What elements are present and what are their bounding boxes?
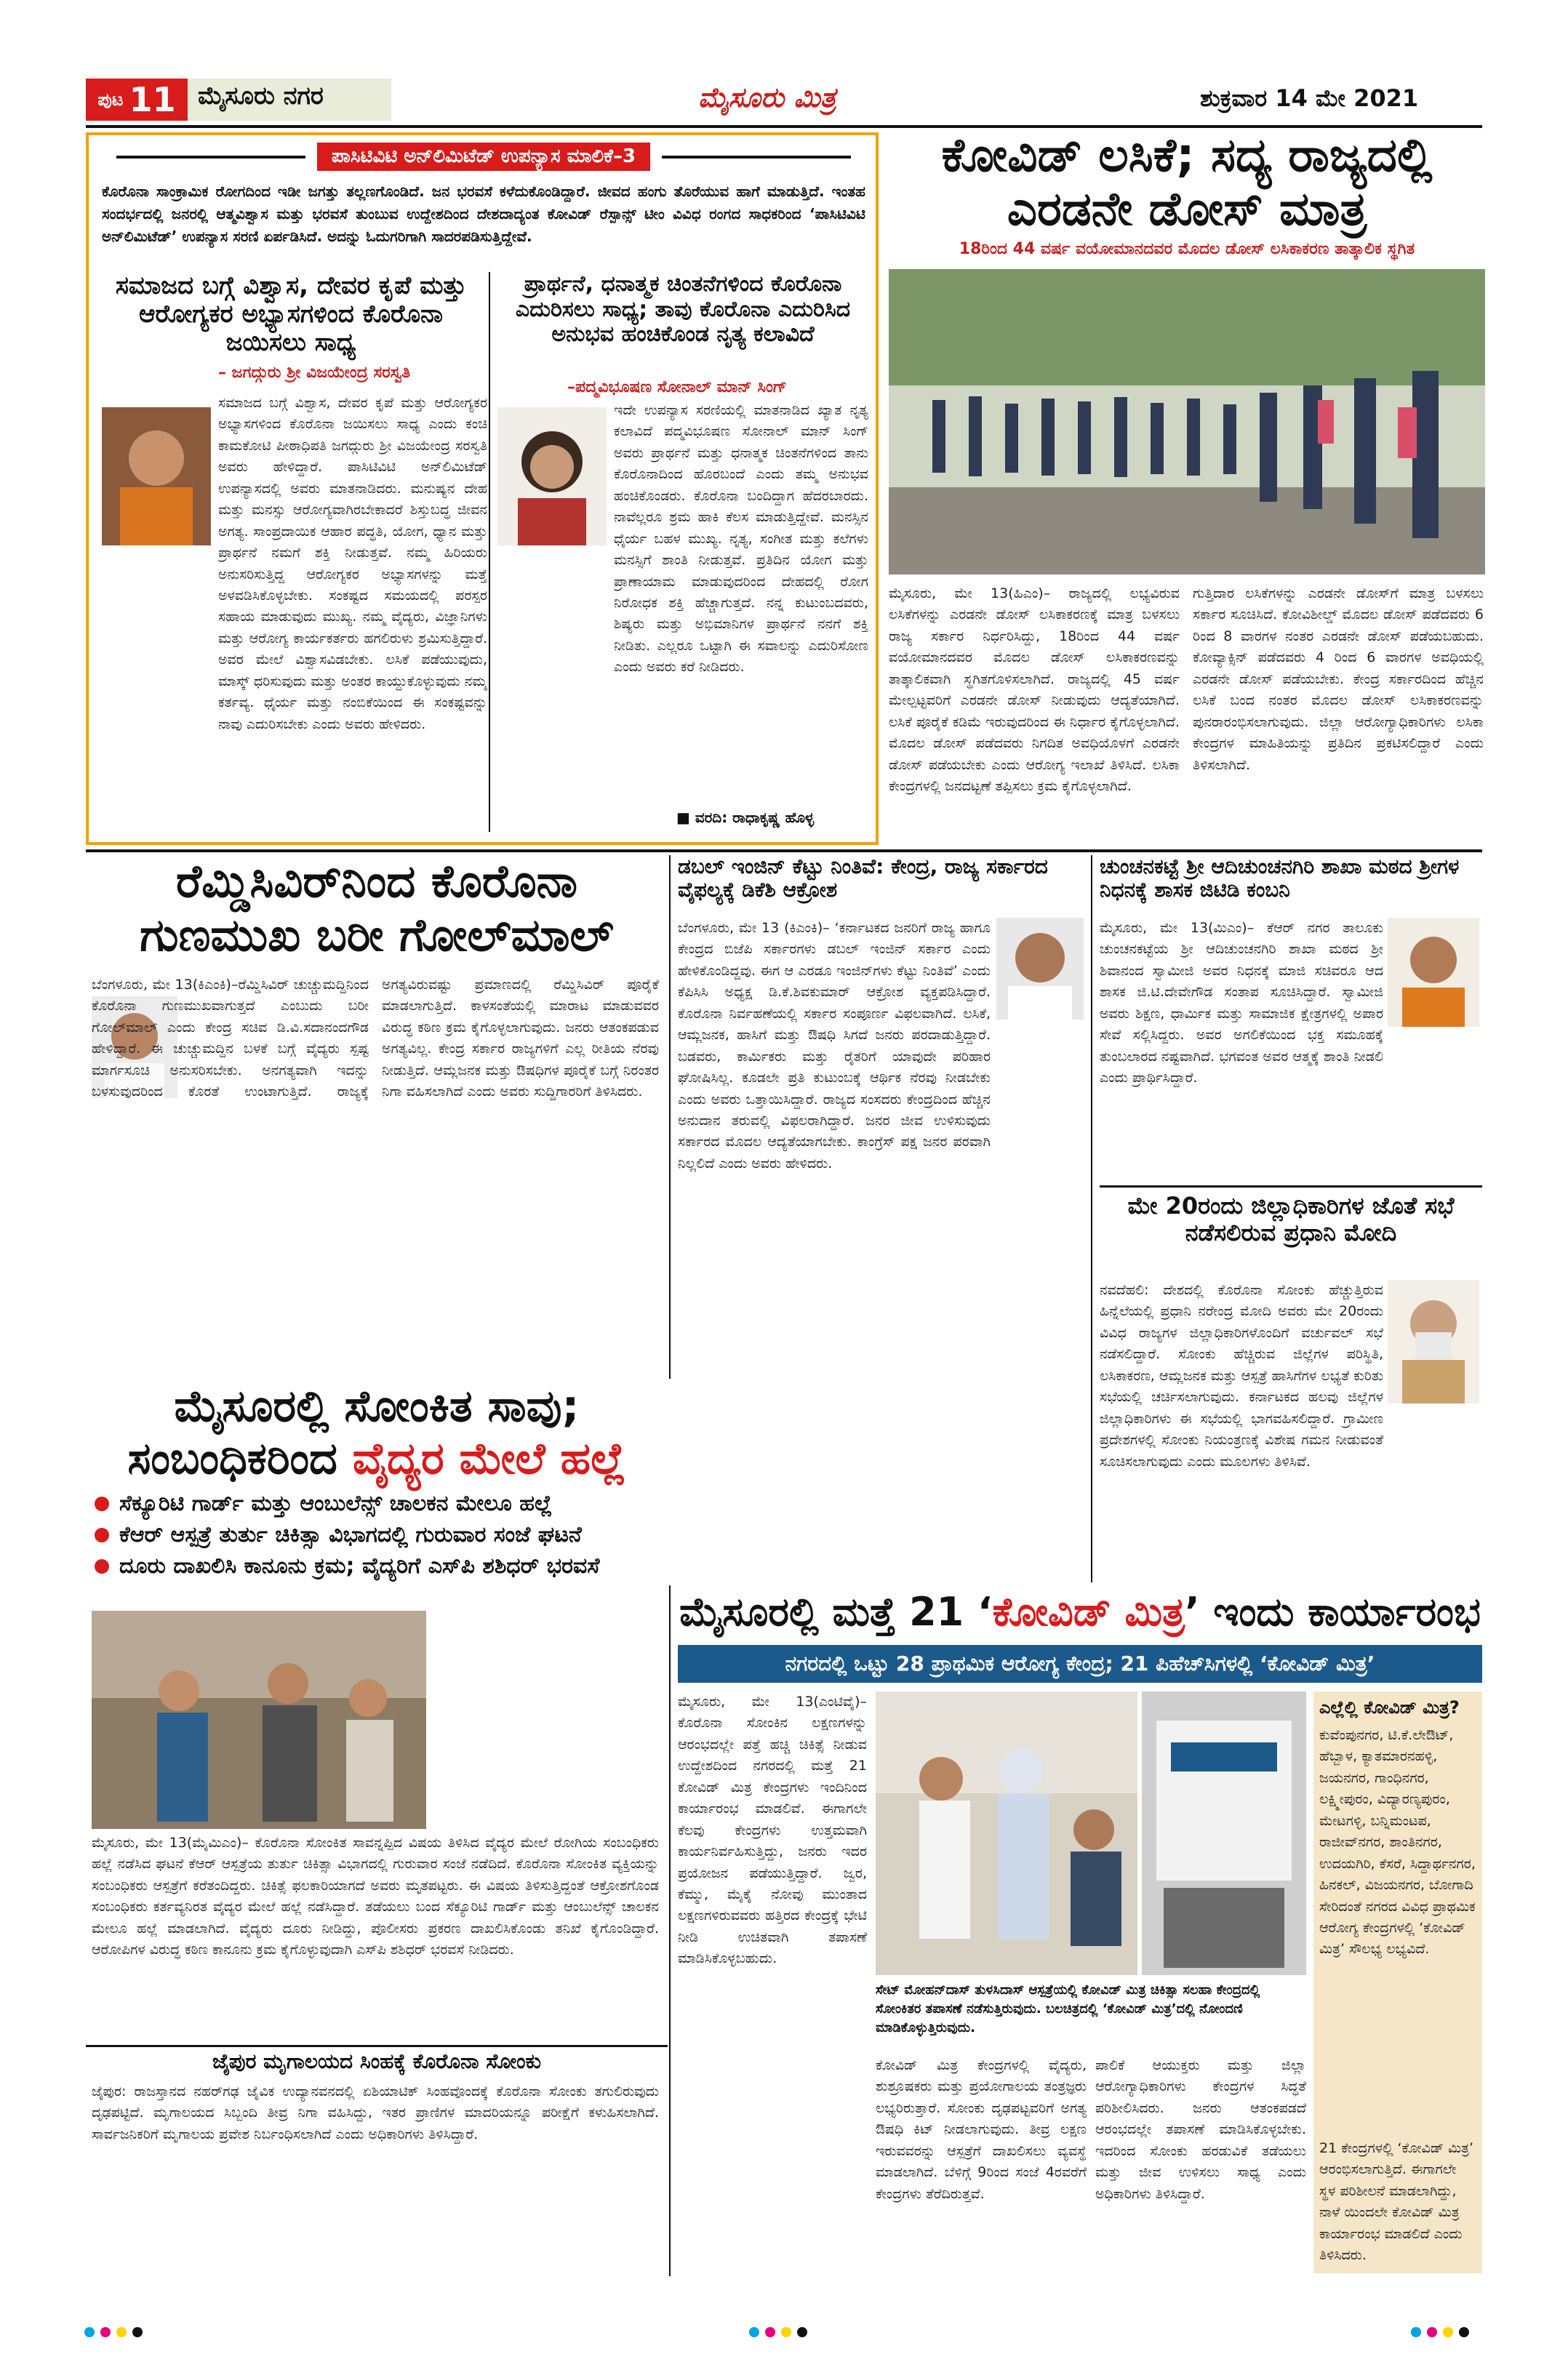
series-intro: ಕೊರೊನಾ ಸಾಂಕ್ರಾಮಿಕ ರೋಗದಿಂದ ಇಡೀ ಜಗತ್ತು ತಲ್ಲಣಗೊಂಡಿದೆ. ಜನ ಭರವಸೆ ಕಳೆದುಕೊಂಡಿದ್ದಾರೆ. ಜೀವದ ಹಂಗು ತೊರೆಯುವ ಹಾಗೆ ಮಾಡುತ್ತಿದೆ. ಇಂತಹ ಸಂದರ್ಭದಲ್ಲಿ ಜನರಲ್ಲಿ ಆತ್ಮವಿಶ್ವಾಸ ಮತ್ತು ಭರವಸೆ ತುಂಬುವ ಉದ್ದೇಶದಿಂದ ದೇಶದಾದ್ಯಂತ ಕೋವಿಡ್ ರೆಸ್ಪಾನ್ಸ್ ಟೀಂ ವಿವಿಧ ರಂಗದ ಸಾಧಕರಿಂದ ‘ಪಾಸಿಟಿವಿಟಿ ಅನ್‌ಲಿಮಿಟೆಡ್’ ಉಪನ್ಯಾಸ ಸರಣಿ ಏರ್ಪಡಿಸಿದೆ. ಅದನ್ನು ಓದುಗರಿಗಾಗಿ ಸಾದರಪಡಿಸುತ್ತಿದ್ದೇವೆ. xyxy=(102,183,865,245)
series-right-byline: –ಪದ್ಮವಿಭೂಷಣ ಸೋನಾಲ್ ಮಾನ್ ಸಿಂಗ್ xyxy=(567,378,787,396)
zoo-body: ಜೈಪುರ: ರಾಜಸ್ತಾನದ ನಹರ್‌ಗಢ ಜೈವಿಕ ಉದ್ಯಾನವನದಲ್ಲಿ ಏಶಿಯಾಟಿಕ್ ಸಿಂಹವೊಂದಕ್ಕೆ ಕೊರೊನಾ ಸೋಂಕು ತಗುಲಿರುವುದು ದೃಢಪಟ್ಟಿದೆ. ಮೃಗಾಲಯದ ಸಿಬ್ಬಂದಿ ತೀವ್ರ ನಿಗಾ ವಹಿಸಿದ್ದು, ಇತರ ಪ್ರಾಣಿಗಳ ಮಾದರಿಯನ್ನೂ ಪರೀಕ್ಷೆಗೆ ಕಳುಹಿಸಲಾಗಿದೆ. ಸಾರ್ವಜನಿಕರಿಗೆ ಮೃಗಾಲಯ ಪ್ರವೇಶ ನಿರ್ಬಂಧಿಸಲಾಗಿದೆ ಎಂದು ಅಧಿಕಾರಿಗಳು ತಿಳಿಸಿದ್ದಾರೆ. xyxy=(92,2083,659,2142)
bullet-dot-icon xyxy=(95,1528,109,1542)
series-left-byline: – ಜಗದ್ಗುರು ಶ್ರೀ ವಿಜಯೇಂದ್ರ ಸರಸ್ವತಿ xyxy=(218,364,411,382)
covid-mitra-sidebar-foot: 21 ಕೇಂದ್ರಗಳಲ್ಲಿ ‘ಕೋವಿಡ್ ಮಿತ್ರ’ ಆರಂಭಿಸಲಾಗುತ್ತಿದೆ. ಈಗಾಗಲೇ ಸ್ಥಳ ಪರಿಶೀಲನೆ ಮಾಡಲಾಗಿದ್ದು, ನಾಳೆ ಯಿಂದಲೇ ಕೋವಿಡ್ ಮಿತ್ರ ಕಾರ್ಯಾರಂಭ ಮಾಡಲಿದೆ ಎಂದು ತಿಳಿಸಿದರು. xyxy=(1319,2140,1474,2264)
attack-bullets xyxy=(95,1491,662,1579)
covid-mitra-caption: ಸೇಟ್ ಮೋಹನ್‌ದಾಸ್ ತುಳಸಿದಾಸ್ ಆಸ್ಪತ್ರೆಯಲ್ಲಿ ಕೋವಿಡ್ ಮಿತ್ರ ಚಿಕಿತ್ಸಾ ಸಲಹಾ ಕೇಂದ್ರದಲ್ಲಿ ಸೋಂಕಿತರ ತಪಾಸಣೆ ನಡೆಸುತ್ತಿರುವುದು. ಬಲಚಿತ್ರದಲ್ಲಿ ‘ಕೋವಿಡ್ ಮಿತ್ರ’ದಲ್ಲಿ ನೋಂದಣಿ ಮಾಡಿಕೊಳ್ಳುತ್ತಿರುವುದು. xyxy=(876,1982,1260,2036)
col-rule-1 xyxy=(669,855,671,1379)
series-divider xyxy=(489,272,490,832)
swamiji-photo xyxy=(102,407,211,545)
paper-logo: ಮೈಸೂರು ಮಿತ್ರ xyxy=(698,81,836,113)
attack-headline-2b: ವೈದ್ಯರ ಮೇಲೆ ಹಲ್ಲೆ xyxy=(352,1433,626,1484)
series-right-body: ಇದೇ ಉಪನ್ಯಾಸ ಸರಣಿಯಲ್ಲಿ ಮಾತನಾಡಿದ ಖ್ಯಾತ ನೃತ್ಯ ಕಲಾವಿದೆ ಪದ್ಮವಿಭೂಷಣ ಸೋನಾಲ್ ಮಾನ್ ಸಿಂಗ್ ಅವರು ಪ್ರಾರ್ಥನೆ ಮತ್ತು ಧನಾತ್ಮಕ ಚಿಂತನೆಗಳಿಂದ ತಾನು ಕೊರೊನಾದಿಂದ ಹೊರಬಂದೆ ಎಂದು ತಮ್ಮ ಅನುಭವ ಹಂಚಿಕೊಂಡರು. ಕೊರೊನಾ ಬಂದಿದ್ದಾಗ ಹೆದರಬಾರದು. ನಾವೆಲ್ಲರೂ ಶ್ರಮ ಹಾಕಿ ಕೆಲಸ ಮಾಡುತ್ತಿದ್ದೇವೆ. ಮನಸ್ಸಿನ ಧೈರ್ಯ ಬಹಳ ಮುಖ್ಯ. ನೃತ್ಯ, ಸಂಗೀತ ಮತ್ತು ಕಲೆಗಳು ಮನಸ್ಸಿಗೆ ಶಾಂತಿ ನೀಡುತ್ತವೆ. ಪ್ರತಿದಿನ ಯೋಗ ಮತ್ತು ಪ್ರಾಣಾಯಾಮ ಮಾಡುವುದರಿಂದ ದೇಹದಲ್ಲಿ ರೋಗ ನಿರೋಧಕ ಶಕ್ತಿ ಹೆಚ್ಚಾಗುತ್ತದೆ. ನನ್ನ ಕುಟುಂಬದವರು, ಶಿಷ್ಯರು ಮತ್ತು ಅಭಿಮಾನಿಗಳ ಪ್ರಾರ್ಥನೆ ನನಗೆ ಶಕ್ತಿ ನೀಡಿತು. ಎಲ್ಲರೂ ಒಟ್ಟಾಗಿ ಈ ಸವಾಲನ್ನು ಎದುರಿಸೋಣ ಎಂದು ಅವರು ಕರೆ ನೀಡಿದರು. xyxy=(614,402,868,676)
lead-body-left: ಮೈಸೂರು, ಮೇ 13(ಹಿಎಂ)– ರಾಜ್ಯದಲ್ಲಿ ಲಭ್ಯವಿರುವ ಲಸಿಕೆಗಳನ್ನು ಎರಡನೇ ಡೋಸ್ ಲಸಿಕಾಕರಣಕ್ಕೆ ಮಾತ್ರ ಬಳಸಲು ರಾಜ್ಯ ಸರ್ಕಾರ ನಿರ್ಧರಿಸಿದ್ದು, 18ರಿಂದ 44 ವರ್ಷ ವಯೋಮಾನದವರ ಮೊದಲ ಡೋಸ್ ಲಸಿಕಾಕರಣವನ್ನು ತಾತ್ಕಾಲಿಕವಾಗಿ ಸ್ಥಗಿತಗೊಳಿಸಲಾಗಿದೆ. ರಾಜ್ಯದಲ್ಲಿ 45 ವರ್ಷ ಮೇಲ್ಪಟ್ಟವರಿಗೆ ಎರಡನೇ ಡೋಸ್ ನೀಡುವುದು ಆದ್ಯತೆಯಾಗಿದೆ. ಲಸಿಕೆ ಪೂರೈಕೆ ಕಡಿಮೆ ಇರುವುದರಿಂದ ಈ ನಿರ್ಧಾರ ಕೈಗೊಳ್ಳಲಾಗಿದೆ. ಮೊದಲ ಡೋಸ್ ಪಡೆದವರು ನಿಗದಿತ ಅವಧಿಯೊಳಗೆ ಎರಡನೇ ಡೋಸ್ ಪಡೆಯಬೇಕು ಎಂದು ಆರೋಗ್ಯ ಇಲಾಖೆ ತಿಳಿಸಿದೆ. ಲಸಿಕಾ ಕೇಂದ್ರಗಳಲ್ಲಿ ಜನದಟ್ಟಣೆ ತಪ್ಪಿಸಲು ಕ್ರಮ ಕೈಗೊಳ್ಳಲಾಗಿದೆ. xyxy=(889,585,1180,794)
attack-headline-1: ಮೈಸೂರಲ್ಲಿ ಸೋಂಕಿತ ಸಾವು; xyxy=(174,1381,580,1432)
remdesivir-headline-2: ಗುಣಮುಖ ಬರೀ ಗೋಲ್‌ಮಾಲ್ xyxy=(140,908,614,961)
covid-mitra-body-b: ಕೋವಿಡ್ ಮಿತ್ರ ಕೇಂದ್ರಗಳಲ್ಲಿ ವೈದ್ಯರು, ಶುಶ್ರೂಷಕರು ಮತ್ತು ಪ್ರಯೋಗಾಲಯ ತಂತ್ರಜ್ಞರು ಲಭ್ಯರಿರುತ್ತಾರೆ. ಸೋಂಕು ದೃಢಪಟ್ಟವರಿಗೆ ಅಗತ್ಯ ಔಷಧಿ ಕಿಟ್ ನೀಡಲಾಗುವುದು. ತೀವ್ರ ಲಕ್ಷಣ ಇರುವವರನ್ನು ಆಸ್ಪತ್ರೆಗೆ ದಾಖಲಿಸಲು ವ್ಯವಸ್ಥೆ ಮಾಡಲಾಗಿದೆ. ಬೆಳಿಗ್ಗೆ 9ರಿಂದ ಸಂಜೆ 4ರವರೆಗೆ ಕೇಂದ್ರಗಳು ತೆರೆದಿರುತ್ತವೆ. xyxy=(876,2057,1087,2202)
lead-body-right: ಗುತ್ತಿದಾರ ಲಸಿಕೆಗಳನ್ನು ಎರಡನೇ ಡೋಸ್‌ಗೆ ಮಾತ್ರ ಬಳಸಲು ಸರ್ಕಾರ ಸೂಚಿಸಿದೆ. ಕೋವಿಶೀಲ್ಡ್ ಮೊದಲ ಡೋಸ್ ಪಡೆದವರು 6 ರಿಂದ 8 ವಾರಗಳ ನಂತರ ಎರಡನೇ ಡೋಸ್ ಪಡೆಯಬಹುದು. ಕೋವ್ಯಾಕ್ಸಿನ್ ಪಡೆದವರು 4 ರಿಂದ 6 ವಾರಗಳ ಅವಧಿಯಲ್ಲಿ ಎರಡನೇ ಡೋಸ್ ಪಡೆಯಬೇಕು. ಕೇಂದ್ರ ಸರ್ಕಾರದಿಂದ ಹೆಚ್ಚಿನ ಲಸಿಕೆ ಬಂದ ನಂತರ ಮೊದಲ ಡೋಸ್ ಲಸಿಕಾಕರಣವನ್ನು ಪುನರಾರಂಭಿಸಲಾಗುವುದು. ಜಿಲ್ಲಾ ಆರೋಗ್ಯಾಧಿಕಾರಿಗಳು ಲಸಿಕಾ ಕೇಂದ್ರಗಳ ಮಾಹಿತಿಯನ್ನು ಪ್ರತಿದಿನ ಪ್ರಕಟಿಸಲಿದ್ದಾರೆ ಎಂದು ತಿಳಿಸಲಾಗಿದೆ. xyxy=(1193,585,1484,773)
modi-headline: ಮೇ 20ರಂದು ಜಿಲ್ಲಾಧಿಕಾರಿಗಳ ಜೊತೆ ಸಭೆ ನಡೆಸಲಿರುವ ಪ್ರಧಾನಿ ಮೋದಿ xyxy=(1127,1192,1455,1246)
chunchanakatte-headline: ಚುಂಚನಕಟ್ಟೆ ಶ್ರೀ ಆದಿಚುಂಚನಗಿರಿ ಶಾಖಾ ಮಠದ ಶ್ರೀಗಳ ನಿಧನಕ್ಕೆ ಶಾಸಕ ಜಿಟಿಡಿ ಕಂಬನಿ xyxy=(1100,854,1460,902)
lead-headline-1: ಕೋವಿಡ್ ಲಸಿಕೆ; ಸದ್ಯ ರಾಜ್ಯದಲ್ಲಿ xyxy=(941,129,1433,183)
sonal-mansingh-photo xyxy=(497,407,607,545)
covid-mitra-body-a: ಮೈಸೂರು, ಮೇ 13(ಎಂಟಿವೈ)– ಕೊರೊನಾ ಸೋಂಕಿನ ಲಕ್ಷಣಗಳನ್ನು ಆರಂಭದಲ್ಲೇ ಪತ್ತೆ ಹಚ್ಚಿ ಚಿಕಿತ್ಸೆ ನೀಡುವ ಉದ್ದೇಶದಿಂದ ನಗರದಲ್ಲಿ ಮತ್ತೆ 21 ಕೋವಿಡ್ ಮಿತ್ರ ಕೇಂದ್ರಗಳು ಇಂದಿನಿಂದ ಕಾರ್ಯಾರಂಭ ಮಾಡಲಿವೆ. ಈಗಾಗಲೇ ಕೆಲವು ಕೇಂದ್ರಗಳು ಉತ್ತಮವಾಗಿ ಕಾರ್ಯನಿರ್ವಹಿಸುತ್ತಿದ್ದು, ಜನರು ಇದರ ಪ್ರಯೋಜನ ಪಡೆಯುತ್ತಿದ್ದಾರೆ. ಜ್ವರ, ಕೆಮ್ಮು, ಮೈಕೈ ನೋವು ಮುಂತಾದ ಲಕ್ಷಣಗಳಿರುವವರು ಹತ್ತಿರದ ಕೇಂದ್ರಕ್ಕೆ ಭೇಟಿ ನೀಡಿ ಉಚಿತವಾಗಿ ತಪಾಸಣೆ ಮಾಡಿಸಿಕೊಳ್ಳಬಹುದು. xyxy=(678,1694,867,1967)
zoo-headline: ಜೈಪುರ ಮೃಗಾಲಯದ ಸಿಂಹಕ್ಕೆ ಕೊರೊನಾ ಸೋಂಕು xyxy=(212,2049,542,2073)
registration-marks-center xyxy=(749,2327,807,2337)
remdesivir-headline-1: ರೆಮ್ಡಿಸಿವಿರ್‌ನಿಂದ ಕೊರೊನಾ xyxy=(175,854,578,908)
series-kicker xyxy=(116,143,851,171)
hospital-scuffle-photo xyxy=(92,1611,426,1829)
col-rule-2 xyxy=(1091,855,1092,1582)
dk-headline: ಡಬಲ್ ಇಂಜಿನ್ ಕೆಟ್ಟು ನಿಂತಿವೆ: ಕೇಂದ್ರ, ರಾಜ್ಯ ಸರ್ಕಾರದ ವೈಫಲ್ಯಕ್ಕೆ ಡಿಕೆಶಿ ಆಕ್ರೋಶ xyxy=(678,854,1048,902)
covid-mitra-subhead: ನಗರದಲ್ಲಿ ಒಟ್ಟು 28 ಪ್ರಾಥಮಿಕ ಆರೋಗ್ಯ ಕೇಂದ್ರ; 21 ಪಿಹೆಚ್‌ಸಿಗಳಲ್ಲಿ ‘ಕೋವಿಡ್ ಮಿತ್ರ’ xyxy=(678,1645,1482,1683)
col-rule-3 xyxy=(669,1585,671,2276)
top-section-rule xyxy=(86,849,1482,852)
covid-mitra-sidebar-title: ಎಲ್ಲೆಲ್ಲಿ ಕೋವಿಡ್ ಮಿತ್ರ? xyxy=(1319,1697,1460,1718)
dk-shivakumar-photo xyxy=(996,918,1084,1020)
modi-body: ನವದೆಹಲಿ: ದೇಶದಲ್ಲಿ ಕೊರೊನಾ ಸೋಂಕು ಹೆಚ್ಚುತ್ತಿರುವ ಹಿನ್ನೆಲೆಯಲ್ಲಿ ಪ್ರಧಾನಿ ನರೇಂದ್ರ ಮೋದಿ ಅವರು ಮೇ 20ರಂದು ವಿವಿಧ ರಾಜ್ಯಗಳ ಜಿಲ್ಲಾಧಿಕಾರಿಗಳೊಂದಿಗೆ ವರ್ಚುವಲ್ ಸಭೆ ನಡೆಸಲಿದ್ದಾರೆ. ಸೋಂಕು ಹೆಚ್ಚಿರುವ ಜಿಲ್ಲೆಗಳ ಪರಿಸ್ಥಿತಿ, ಲಸಿಕಾಕರಣ, ಆಮ್ಲಜನಕ ಮತ್ತು ಆಸ್ಪತ್ರೆ ಹಾಸಿಗೆಗಳ ಲಭ್ಯತೆ ಕುರಿತು ಸಭೆಯಲ್ಲಿ ಚರ್ಚಿಸಲಾಗುವುದು. ಕರ್ನಾಟಕದ ಹಲವು ಜಿಲ್ಲೆಗಳ ಜಿಲ್ಲಾಧಿಕಾರಿಗಳು ಈ ಸಭೆಯಲ್ಲಿ ಭಾಗವಹಿಸಲಿದ್ದಾರೆ. ಗ್ರಾಮೀಣ ಪ್ರದೇಶಗಳಲ್ಲಿ ಸೋಂಕು ನಿಯಂತ್ರಣಕ್ಕೆ ವಿಶೇಷ ಗಮನ ನೀಡುವಂತೆ ಸೂಚಿಸಲಾಗುವುದು ಎಂದು ಮೂಲಗಳು ತಿಳಿಸಿವೆ. xyxy=(1100,1282,1383,1470)
chunchanakatte-rule xyxy=(1100,1185,1482,1188)
series-kicker-text: ಪಾಸಿಟಿವಿಟಿ ಅನ್‌ಲಿಮಿಟೆಡ್ ಉಪನ್ಯಾಸ ಮಾಲಿಕೆ–3 xyxy=(317,143,650,171)
attack-headline-2a: ಸಂಬಂಧಿಕರಿಂದ xyxy=(127,1433,353,1484)
page-number-box xyxy=(86,79,188,121)
registration-marks-right xyxy=(1411,2327,1469,2337)
bullet-dot-icon xyxy=(95,1497,109,1511)
series-right-credit: ■ ವರದಿ: ರಾಧಾಕೃಷ್ಣ ಹೊಳ್ಳ xyxy=(676,809,815,826)
covid-mitra-sidebar-body: ಕುವೆಂಪುನಗರ, ಟಿ.ಕೆ.ಲೇಔಟ್, ಹೆಬ್ಬಾಳ, ಕ್ಯಾತಮಾರನಹಳ್ಳಿ, ಜಯನಗರ, ಗಾಂಧಿನಗರ, ಲಕ್ಷ್ಮೀಪುರಂ, ವಿದ್ಯಾರಣ್ಯಪುರಂ, ಮೇಟಗಳ್ಳಿ, ಬನ್ನಿಮಂಟಪ, ರಾಜೀವ್‌ನಗರ, ಶಾಂತಿನಗರ, ಉದಯಗಿರಿ, ಕೆಸರೆ, ಸಿದ್ದಾರ್ಥನಗರ, ಹಿನಕಲ್, ವಿಜಯನಗರ, ಬೋಗಾದಿ ಸೇರಿದಂತೆ ನಗರದ ವಿವಿಧ ಪ್ರಾಥಮಿಕ ಆರೋಗ್ಯ ಕೇಂದ್ರಗಳಲ್ಲಿ ‘ಕೋವಿಡ್ ಮಿತ್ರ’ ಸೌಲಭ್ಯ ಲಭ್ಯವಿದೆ. xyxy=(1319,1727,1476,1958)
bullet-dot-icon xyxy=(95,1559,109,1574)
covid-mitra-checkup-photo xyxy=(876,1692,1137,1975)
dk-body: ಬೆಂಗಳೂರು, ಮೇ 13 (ಕಿಎಂಕಿ)– ‘ಕರ್ನಾಟಕದ ಜನರಿಗೆ ರಾಜ್ಯ ಹಾಗೂ ಕೇಂದ್ರದ ಬಿಜೆಪಿ ಸರ್ಕಾರಗಳು ಡಬಲ್ ಇಂಜಿನ್ ಸರ್ಕಾರ ಎಂದು ಹೇಳಿಕೊಂಡಿದ್ದವು. ಈಗ ಆ ಎರಡೂ ಇಂಜಿನ್‌ಗಳು ಕೆಟ್ಟು ನಿಂತಿವೆ’ ಎಂದು ಕೆಪಿಸಿಸಿ ಅಧ್ಯಕ್ಷ ಡಿ.ಕೆ.ಶಿವಕುಮಾರ್ ಆಕ್ರೋಶ ವ್ಯಕ್ತಪಡಿಸಿದ್ದಾರೆ. ಕೊರೊನಾ ನಿರ್ವಹಣೆಯಲ್ಲಿ ಸರ್ಕಾರ ಸಂಪೂರ್ಣ ವಿಫಲವಾಗಿದೆ. ಲಸಿಕೆ, ಆಮ್ಲಜನಕ, ಹಾಸಿಗೆ ಮತ್ತು ಔಷಧಿ ಸಿಗದೆ ಜನರು ಪರದಾಡುತ್ತಿದ್ದಾರೆ. ಬಡವರು, ಕಾರ್ಮಿಕರು ಮತ್ತು ರೈತರಿಗೆ ಯಾವುದೇ ಪರಿಹಾರ ಘೋಷಿಸಿಲ್ಲ. ಕೂಡಲೇ ಪ್ರತಿ ಕುಟುಂಬಕ್ಕೆ ಆರ್ಥಿಕ ನೆರವು ನೀಡಬೇಕು ಎಂದು ಅವರು ಒತ್ತಾಯಿಸಿದ್ದಾರೆ. ರಾಜ್ಯದ ಸಂಸದರು ಕೇಂದ್ರದಿಂದ ಹೆಚ್ಚಿನ ಅನುದಾನ ತರುವಲ್ಲಿ ವಿಫಲರಾಗಿದ್ದಾರೆ. ಜನರ ಜೀವ ಉಳಿಸುವುದು ಸರ್ಕಾರದ ಮೊದಲ ಆದ್ಯತೆಯಾಗಬೇಕು. ಕಾಂಗ್ರೆಸ್ ಪಕ್ಷ ಜನರ ಪರವಾಗಿ ನಿಲ್ಲಲಿದೆ ಎಂದು ಅವರು ಹೇಳಿದರು. xyxy=(678,920,991,1172)
remdesivir-body: ಬೆಂಗಳೂರು, ಮೇ 13(ಕಿಎಂಕಿ)–ರೆಮ್ಡಿಸಿವಿರ್ ಚುಚ್ಚುಮದ್ದಿನಿಂದ ಕೊರೊನಾ ಗುಣಮುಖವಾಗುತ್ತದೆ ಎಂಬುದು ಬರೀ ಗೋಲ್‌ಮಾಲ್ ಎಂದು ಕೇಂದ್ರ ಸಚಿವ ಡಿ.ವಿ.ಸದಾನಂದಗೌಡ ಹೇಳಿದ್ದಾರೆ. ಈ ಚುಚ್ಚುಮದ್ದಿನ ಬಳಕೆ ಬಗ್ಗೆ ವೈದ್ಯರು ಸ್ಪಷ್ಟ ಮಾರ್ಗಸೂಚಿ ಅನುಸರಿಸಬೇಕು. ಅನಗತ್ಯವಾಗಿ ಇದನ್ನು ಬಳಸುವುದರಿಂದ ಕೊರತೆ ಉಂಟಾಗುತ್ತಿದೆ. ರಾಜ್ಯಕ್ಕೆ ಅಗತ್ಯವಿರುವಷ್ಟು ಪ್ರಮಾಣದಲ್ಲಿ ರೆಮ್ಡಿಸಿವಿರ್ ಪೂರೈಕೆ ಮಾಡಲಾಗುತ್ತಿದೆ. ಕಾಳಸಂತೆಯಲ್ಲಿ ಮಾರಾಟ ಮಾಡುವವರ ವಿರುದ್ಧ ಕಠಿಣ ಕ್ರಮ ಕೈಗೊಳ್ಳಲಾಗುವುದು. ಜನರು ಆತಂಕಪಡುವ ಅಗತ್ಯವಿಲ್ಲ. ಕೇಂದ್ರ ಸರ್ಕಾರ ರಾಜ್ಯಗಳಿಗೆ ಎಲ್ಲ ರೀತಿಯ ನೆರವು ನೀಡುತ್ತಿದೆ. ಆಮ್ಲಜನಕ ಮತ್ತು ಔಷಧಿಗಳ ಪೂರೈಕೆ ಬಗ್ಗೆ ನಿರಂತರ ನಿಗಾ ವಹಿಸಲಾಗಿದೆ ಎಂದು ಅವರು ಸುದ್ದಿಗಾರರಿಗೆ ತಿಳಿಸಿದರು. xyxy=(92,977,659,1100)
narendra-modi-photo xyxy=(1388,1280,1479,1404)
series-right-headline: ಪ್ರಾರ್ಥನೆ, ಧನಾತ್ಮಕ ಚಿಂತನೆಗಳಿಂದ ಕೊರೊನಾ ಎದುರಿಸಲು ಸಾಧ್ಯ; ತಾವು ಕೊರೊನಾ ಎದುರಿಸಿದ ಅನುಭವ ಹಂಚಿಕೊಂಡ ನೃತ್ಯ ಕಲಾವಿದೆ xyxy=(515,271,851,347)
lead-subhead: 18ರಿಂದ 44 ವರ್ಷ ವಯೋಮಾನದವರ ಮೊದಲ ಡೋಸ್ ಲಸಿಕಾಕರಣ ತಾತ್ಕಾಲಿಕ ಸ್ಥಗಿತ xyxy=(959,240,1415,258)
swamiji-shivananda-photo xyxy=(1388,918,1479,1027)
series-left-body: ಸಮಾಜದ ಬಗ್ಗೆ ವಿಶ್ವಾಸ, ದೇವರ ಕೃಪೆ ಮತ್ತು ಆರೋಗ್ಯಕರ ಅಭ್ಯಾಸಗಳಿಂದ ಕೊರೊನಾ ಜಯಿಸಲು ಸಾಧ್ಯ ಎಂದು ಕಂಚಿ ಕಾಮಕೋಟಿ ಪೀಠಾಧಿಪತಿ ಜಗದ್ಗುರು ಶ್ರೀ ವಿಜಯೇಂದ್ರ ಸರಸ್ವತಿ ಅವರು ಹೇಳಿದ್ದಾರೆ. ಪಾಸಿಟಿವಿಟಿ ಅನ್‌ಲಿಮಿಟೆಡ್ ಉಪನ್ಯಾಸದಲ್ಲಿ ಅವರು ಮಾತನಾಡಿದರು. ಮನುಷ್ಯನ ದೇಹ ಮತ್ತು ಮನಸ್ಸು ಆರೋಗ್ಯವಾಗಿರಬೇಕಾದರೆ ಶಿಸ್ತುಬದ್ಧ ಜೀವನ ಅಗತ್ಯ. ಸಾಂಪ್ರದಾಯಿಕ ಆಹಾರ ಪದ್ಧತಿ, ಯೋಗ, ಧ್ಯಾನ ಮತ್ತು ಪ್ರಾರ್ಥನೆ ನಮಗೆ ಶಕ್ತಿ ನೀಡುತ್ತವೆ. ನಮ್ಮ ಹಿರಿಯರು ಅನುಸರಿಸುತ್ತಿದ್ದ ಆರೋಗ್ಯಕರ ಅಭ್ಯಾಸಗಳನ್ನು ಮತ್ತೆ ಅಳವಡಿಸಿಕೊಳ್ಳಬೇಕು. ಸಂಕಷ್ಟದ ಸಮಯದಲ್ಲಿ ಪರಸ್ಪರ ಸಹಾಯ ಮಾಡುವುದು ಮುಖ್ಯ. ನಮ್ಮ ವೈದ್ಯರು, ವಿಜ್ಞಾನಿಗಳು ಮತ್ತು ಆರೋಗ್ಯ ಕಾರ್ಯಕರ್ತರು ಹಗಲಿರುಳು ಶ್ರಮಿಸುತ್ತಿದ್ದಾರೆ. ಅವರ ಮೇಲೆ ವಿಶ್ವಾಸವಿಡಬೇಕು. ಲಸಿಕೆ ಪಡೆಯುವುದು, ಮಾಸ್ಕ್ ಧರಿಸುವುದು ಮತ್ತು ಅಂತರ ಕಾಯ್ದುಕೊಳ್ಳುವುದು ನಮ್ಮ ಕರ್ತವ್ಯ. ಧೈರ್ಯ ಮತ್ತು ನಂಬಿಕೆಯಿಂದ ಈ ಸಂಕಷ್ಟವನ್ನು ನಾವು ಎದುರಿಸಬೇಕು ಎಂದು ಅವರು ಹೇಳಿದರು. xyxy=(218,395,487,732)
attack-headline-2 xyxy=(86,1434,668,1484)
covid-mitra-body-c: ಪಾಲಿಕೆ ಆಯುಕ್ತರು ಮತ್ತು ಜಿಲ್ಲಾ ಆರೋಗ್ಯಾಧಿಕಾರಿಗಳು ಕೇಂದ್ರಗಳ ಸಿದ್ಧತೆ ಪರಿಶೀಲಿಸಿದರು. ಜನರು ಆತಂಕಪಡದೆ ಆರಂಭದಲ್ಲೇ ತಪಾಸಣೆ ಮಾಡಿಸಿಕೊಳ್ಳಬೇಕು. ಇದರಿಂದ ಸೋಂಕು ಹರಡುವಿಕೆ ತಡೆಯಲು ಮತ್ತು ಜೀವ ಉಳಿಸಲು ಸಾಧ್ಯ ಎಂದು ಅಧಿಕಾರಿಗಳು ತಿಳಿಸಿದ್ದಾರೆ. xyxy=(1095,2057,1306,2202)
attack-bullet: ದೂರು ದಾಖಲಿಸಿ ಕಾನೂನು ಕ್ರಮ; ವೈದ್ಯರಿಗೆ ಎಸ್‌ಪಿ ಶಶಿಧರ್ ಭರವಸೆ xyxy=(95,1553,662,1579)
zoo-rule xyxy=(86,2045,668,2047)
masthead-rule xyxy=(86,125,1482,128)
section-name: ಮೈಸೂರು ನಗರ xyxy=(198,81,324,111)
lead-headline-2: ಎರಡನೇ ಡೋಸ್ ಮಾತ್ರ xyxy=(1007,183,1367,236)
vaccine-queue-photo xyxy=(889,269,1485,575)
covid-mitra-registration-photo xyxy=(1142,1692,1306,1975)
registration-marks-left xyxy=(84,2327,143,2337)
attack-body: ಮೈಸೂರು, ಮೇ 13(ಮೈಮಿಎಂ)– ಕೊರೊನಾ ಸೋಂಕಿತ ಸಾವನ್ನಪ್ಪಿದ ವಿಷಯ ತಿಳಿಸಿದ ವೈದ್ಯರ ಮೇಲೆ ರೋಗಿಯ ಸಂಬಂಧಿಕರು ಹಲ್ಲೆ ನಡೆಸಿದ ಘಟನೆ ಕೆಆರ್ ಆಸ್ಪತ್ರೆಯ ತುರ್ತು ಚಿಕಿತ್ಸಾ ವಿಭಾಗದಲ್ಲಿ ಗುರುವಾರ ಸಂಜೆ ನಡೆದಿದೆ. ಕೊರೊನಾ ಸೋಂಕಿತ ವ್ಯಕ್ತಿಯನ್ನು ಸಂಬಂಧಿಕರು ಆಸ್ಪತ್ರೆಗೆ ಕರೆತಂದಿದ್ದರು. ಚಿಕಿತ್ಸೆ ಫಲಕಾರಿಯಾಗದೆ ಅವರು ಮೃತಪಟ್ಟರು. ಈ ವಿಷಯ ತಿಳಿಸುತ್ತಿದ್ದಂತೆ ಆಕ್ರೋಶಗೊಂಡ ಸಂಬಂಧಿಕರು ಕರ್ತವ್ಯನಿರತ ವೈದ್ಯರ ಮೇಲೆ ಹಲ್ಲೆ ನಡೆಸಿದ್ದಾರೆ. ತಡೆಯಲು ಬಂದ ಸೆಕ್ಯೂರಿಟಿ ಗಾರ್ಡ್ ಮತ್ತು ಆಂಬುಲೆನ್ಸ್ ಚಾಲಕನ ಮೇಲೂ ಹಲ್ಲೆ ಮಾಡಲಾಗಿದೆ. ವೈದ್ಯರು ದೂರು ನೀಡಿದ್ದು, ಪೊಲೀಸರು ಪ್ರಕರಣ ದಾಖಲಿಸಿಕೊಂಡು ತನಿಖೆ ಕೈಗೊಂಡಿದ್ದಾರೆ. ಆರೋಪಿಗಳ ವಿರುದ್ಧ ಕಠಿಣ ಕಾನೂನು ಕ್ರಮ ಕೈಗೊಳ್ಳುವುದಾಗಿ ಎಸ್‌ಪಿ ಶಶಿಧರ್ ಭರವಸೆ ನೀಡಿದರು. xyxy=(92,1835,659,1958)
series-left-headline: ಸಮಾಜದ ಬಗ್ಗೆ ವಿಶ್ವಾಸ, ದೇವರ ಕೃಪೆ ಮತ್ತು ಆರೋಗ್ಯಕರ ಅಭ್ಯಾಸಗಳಿಂದ ಕೊರೊನಾ ಜಯಿಸಲು ಸಾಧ್ಯ xyxy=(115,271,467,358)
attack-bullet: ಕೆಆರ್ ಆಸ್ಪತ್ರೆ ತುರ್ತು ಚಿಕಿತ್ಸಾ ವಿಭಾಗದಲ್ಲಿ ಗುರುವಾರ ಸಂಜೆ ಘಟನೆ xyxy=(95,1522,662,1548)
page-label: ಪುಟ xyxy=(97,89,124,110)
page-number: 11 xyxy=(129,80,176,119)
attack-bullet: ಸೆಕ್ಯೂರಿಟಿ ಗಾರ್ಡ್ ಮತ್ತು ಆಂಬುಲೆನ್ಸ್ ಚಾಲಕನ ಮೇಲೂ ಹಲ್ಲೆ xyxy=(95,1491,662,1516)
covid-mitra-headline: ಮೈಸೂರಲ್ಲಿ ಮತ್ತೆ 21 ‘ಕೋವಿಡ್ ಮಿತ್ರ’ ಇಂದು ಕಾರ್ಯಾರಂಭ xyxy=(679,1589,1481,1635)
issue-date: ಶುಕ್ರವಾರ 14 ಮೇ 2021 xyxy=(1200,84,1419,112)
chunchanakatte-body: ಮೈಸೂರು, ಮೇ 13(ಮಿಎಂ)– ಕೆಆರ್ ನಗರ ತಾಲೂಕು ಚುಂಚನಕಟ್ಟೆಯ ಶ್ರೀ ಆದಿಚುಂಚನಗಿರಿ ಶಾಖಾ ಮಠದ ಶ್ರೀ ಶಿವಾನಂದ ಸ್ವಾಮೀಜಿ ಅವರ ನಿಧನಕ್ಕೆ ಮಾಜಿ ಸಚಿವರೂ ಆದ ಶಾಸಕ ಜಿ.ಟಿ.ದೇವೇಗೌಡ ಸಂತಾಪ ಸೂಚಿಸಿದ್ದಾರೆ. ಸ್ವಾಮೀಜಿ ಅವರು ಶಿಕ್ಷಣ, ಧಾರ್ಮಿಕ ಮತ್ತು ಸಾಮಾಜಿಕ ಕ್ಷೇತ್ರಗಳಲ್ಲಿ ಅಪಾರ ಸೇವೆ ಸಲ್ಲಿಸಿದ್ದರು. ಅವರ ಅಗಲಿಕೆಯಿಂದ ಭಕ್ತ ಸಮೂಹಕ್ಕೆ ತುಂಬಲಾರದ ನಷ್ಟವಾಗಿದೆ. ಭಗವಂತ ಅವರ ಆತ್ಮಕ್ಕೆ ಶಾಂತಿ ನೀಡಲಿ ಎಂದು ಪ್ರಾರ್ಥಿಸಿದ್ದಾರೆ. xyxy=(1100,920,1383,1086)
